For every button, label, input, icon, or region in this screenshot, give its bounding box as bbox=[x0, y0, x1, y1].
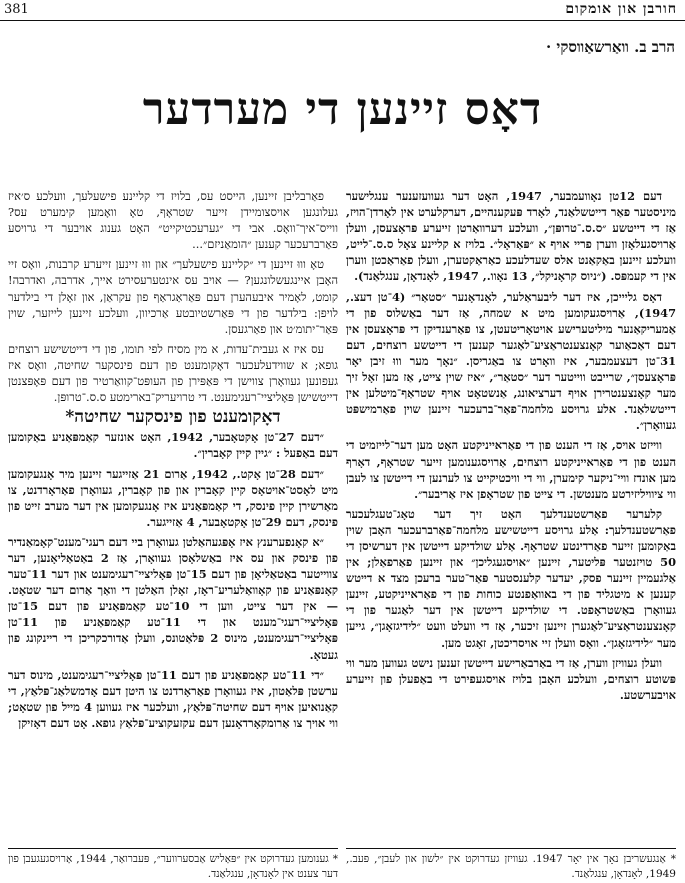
section-subheading: דאָקומענט פון פינסקער שחיטה* bbox=[65, 407, 281, 428]
footnote-rule-left bbox=[8, 848, 338, 849]
paragraph: טאָ וווּ זיינען די ״קליינע פישעלעך״ און וווּ זיינען זייערע קרבנות, וואָס זיי האָבן איינגעשלונגען? — אויב עס אינטערעסירט אייך, אדרבה, ואדרבה! קומט, לאָמיר איבעהערן דעם פּאַראַגראַף פון עקראַן, און זאָלן די בילדער לויפן: בילדער פון די פּאַרשטיובטע אַרכיוון, וועלכע זיינען לייזער, שוין פּאַר־יתומ׳ט און פאַרגעסן. bbox=[8, 257, 338, 336]
paragraph: דעם 12טן נאָוועמבער, 1947, האָט דער געוועזענער ענגלישער מיניסטער פאַר דייטשלאַנד, לאָרד פּעקענהיים, דערקלערט אין לאָרדן־הויז, אַז די דייטשע ״ס.ס.־טרופּן״, וועלכע דערוואַרטן זייערע פּראָצעסן, וועלן אַרויסגעלאָזן ווערן פריי אויף א ״פּאַראָל״. בלויז א קליינע צאָל ס.ס.־לייט, וועלכע זיינען באַקאַנט אלס שעדלעכע כאַראַקטערן, וועלן פאַראַכטן ווערן אין די קעמפּס. (״ניוס קראָניקל״, 13 נאָוו., 1947, לאָנדאָן, ענגלאַנד). bbox=[346, 189, 676, 284]
article-title: דאָס זיינען די מערדער bbox=[142, 84, 543, 135]
header-rule bbox=[0, 20, 685, 21]
paragraph: קלערער פאַרשטענדלעך האָט זיך דער טאָג־טעגלעכער פאַרשטענדלעך: אַלע גרויסע דייטשישע מלחמה־פאַרברעכער האָבן שוין באַקומען זייער פאַרדינטע שטראָף. אַלע שולדיקע דייטשן אין דערשיסן די 50 טויזנטער פּליטער, זיינען ״אויסגעגליכן״ און זיינען פאַרפאַלן; אין אַלגעמיין זיינער פסק, יעדער קלענסטער פּאַר־טער ברעכן מצד א דייטש קענען א מיטגליד פון די באוואַפנטע כוחות פון די פאַראייניקטע, זיינען געוואָרן באַשטראָפט. די שולדיקע דייטשן אין דער לאַגער פון די קאָנצענטראַציע־לאַגערן זיינען זיכער, אַז די וועלט וועט ״לידיגזאָגן״, גייען מער ״לידיגזאָגן״. וואָס וועלן זיי אויסריכטן, זאָגט מען. bbox=[346, 506, 676, 650]
quoted-paragraph: ״דעם 27־טן אָקטאָבער, 1942, האָט אונזער קאַמפּאַניע באַקומען דעם באַפעל : ״גיין קיין קאָברין״. bbox=[8, 430, 338, 461]
document-quote-block bbox=[8, 429, 338, 731]
author-line: הרב ב. װאַרשאַװסקי · bbox=[545, 38, 675, 56]
paragraph: וועלן געוויזן ווערן, אַז די באַרבאַרישע דייטשן זענען נישט געווען מער ווי פּשוטע רוצחים, וועלכע האָבן בלויז אויסגעפירט די באַפעלן פון זייערע אויבערשטע. bbox=[346, 655, 676, 702]
left-column bbox=[8, 188, 338, 848]
quoted-paragraph: ״די 11־טע קאַמפּאַניע פון דעם 11־טן פּאָליציי־רעגימענט, מינוס דער ערשטן פּלאַטון, איז געוואָרן פאַראָרדנט צו היטן דעם אָדמשלאַג־פּלאַץ, די קאַנואיען אויף דעם שחיטה־פּלאַץ, וועלכער איז געווען 4 מייל פון שטאָט; ווי אויך צו אַרומקאָרדאָנען דעם עקזעקוציע־פּלאַץ גופא. אָט דעם דאָזיקן bbox=[8, 667, 338, 730]
paragraph: עס איז א געבית־עדות, א מין מסיח לפי תומו, פון די דייטשישע רוצחים גופא; א שווידעלעכער דאָקומענט פון דעם פינסקער שחיטה, וואָס איז געפונען געוואָרן צווישן די פּאַפּירן פון העופּט־קוואַרטיר פון דעם פּאָפּצנטן דייטשישן פּאָליציי־רעגימענט. די טרויעריק־בארימטע ס.ס.־טרופּן. bbox=[8, 341, 338, 405]
paragraph: פאַרבליבן זיינען, הייסט עס, בלויז די קליינע פישעלעך, וועלכע ס׳איז געלונגען אויסצומיידן זייער שטראָף, טאָ וואָמען קימערט עס? ווייס־איך־וואָס. אבי די ״גערעכטיקייט״ האָט גענוג אויבער די גרויסע פאַרברעכער קענען ״הומאַניזם״... bbox=[8, 189, 338, 252]
paragraph: ווייזט אויס, אַז די הענט פון די פאַראייניקטע האָט מען דער־לייזמיט די הענט פון די פאַראייניקטע רוצחים, אַרויסגענומען זייער שטראָף, דאָרף מען אונדז וויי־ניקער קימערן, ווי די וויכטיקייט צו לערנען די דייטשן צו לעבן ווי ציוויליזירטע מענטשן. די צייט פון שטראָפן איז אַריבער״. bbox=[346, 438, 676, 501]
footnote-right: * אַנגעשריבן נאָך אין יאָר 1947. געוויזן געדרוקט אין ״לשון און לעבן״, פּעב., 1949, לאָנדאָן, ענגלאַנד. bbox=[346, 853, 676, 880]
quoted-paragraph: ״א קאָנפערענץ איז אָפּגעהאַלטן געוואָרן ביי דעם רעגי־מענט־קאָמאַנדיר פון פינסק און עס איז באַשלאָסן געוואָרן, אַז 2 באַטאַליאָנען, דער צווייטער באַטאַליאָן פון דעם 15־טן פּאָליציי־רעגימענט און דער 11־טער קאָנפּאַניע פון קאָוואַלעריע־ראָז, זאָלן האַלטן די וואַך אַרום דער שטאָט. — אין דער צייט, ווען די 10־טע קאַמפּאַניע פון דעם 15־טן פּאָליציי־רעגי־מענט און די 11־טע קאַמפּאַניע פון 11־טן פּאָליציי־רעגימענט, מינוס 2 פּלאַטונס, וועלן אַדורכקריכן די ריינקונג פון געטאָ. bbox=[8, 534, 338, 662]
running-head: חורבן און אומקום bbox=[565, 1, 677, 17]
right-column bbox=[346, 188, 676, 848]
page-header bbox=[0, 0, 685, 20]
footnote-left: * גענומען געדרוקט אין ״פּאַליש אַבסערווער״, פּעברואַר, 1944, אַרויסגעגעבן פון דער צענט אין לאָנדאָן, ענגלאַנד. bbox=[8, 853, 338, 880]
paragraph: דאָס גליייכן, איז דער ליבעראַלער, לאָנדאָנער ״סטאַר״ (4־טן דעצ., 1947), אַרויסגעקומען מיט א שמחה, אַז דער באַשלוס פון די אַמעריקאַנער מיליטערישע אויטאָריטעטן, צו פאַרענדיקן די פּראָצעסן אין דעם דאַכאַוער קאָנצענטראַציע־לאַגער קענען די דייטשע רוצחים, דעם 31־טן דעצעמבער, איז וואָרט צו באַגריסן. ״נאָך מער וווּ זיבן יאָר פּראָצעסן״, שרייבט ווייטער דער ״סטאַר״, ״איז שוין צייט, אַז מען זאָל זיך מער קאָנצענטרירן אויף דערציאונג, אַנשטאָט אויף שטראַף־מיטלען אין דייטשלאַנד. אלע גרויסע מלחמה־פאַר־ברעכער זיינען שוין פאַרמישפּט געוואָרן״. bbox=[346, 289, 676, 433]
footnote-rule-right bbox=[346, 848, 676, 849]
page-number: 381 bbox=[4, 2, 29, 17]
quoted-paragraph: ״דעם 28־טן אָקט., 1942, אַרום 21 אַזייגער זיינען מיר אָנגעקומען מיט לאָסט־אויטאָס קיין קאָברין און פון קאָברין, געוואָרן פאַראָרדנט, צו מאַרשירן קיין פינסק, די קאַמפּאַניע איז אָנגעקומען אין דער מערב זייט פון פינסק, דעם 29־טן אָקטאָבער, 4 אַזייגער. bbox=[8, 466, 338, 529]
